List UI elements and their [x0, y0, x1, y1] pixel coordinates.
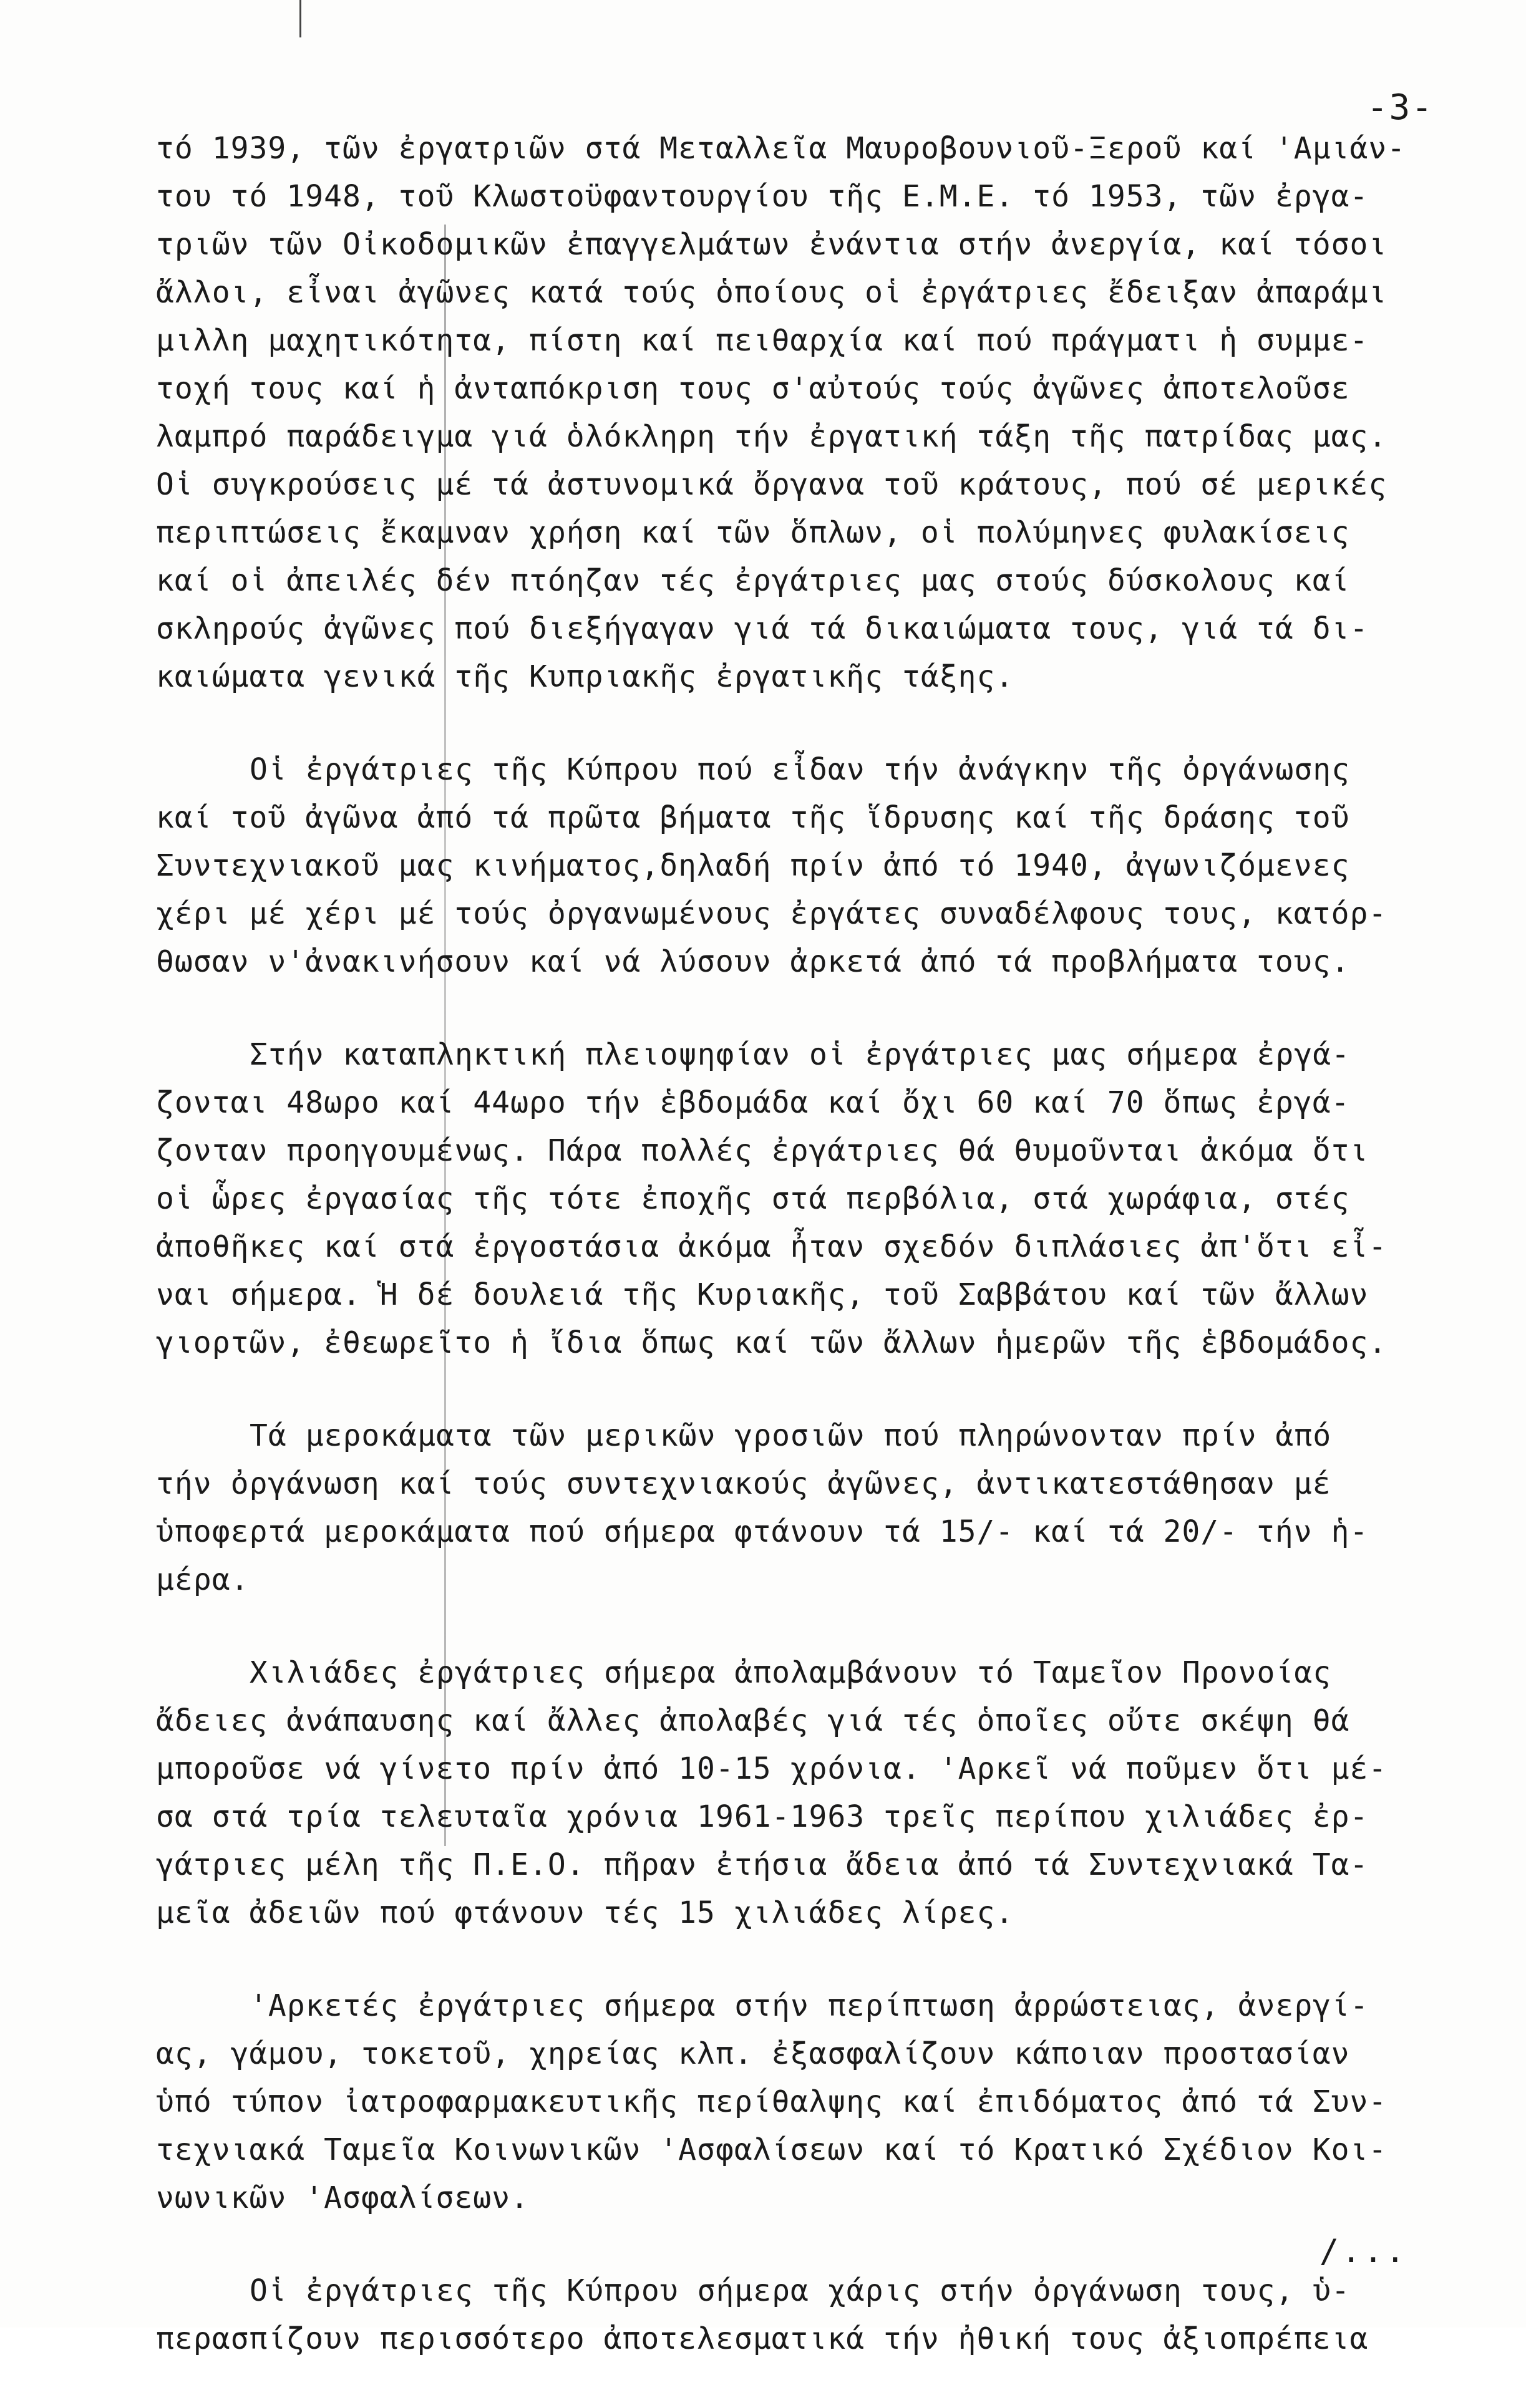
paragraph	[156, 1031, 1429, 1367]
text-line: γιορτῶν, ἐθεωρεῖτο ἡ ἴδια ὅπως καί τῶν ἄλλων ἡμερῶν τῆς ἑβδομάδος.	[156, 1325, 1387, 1360]
text-line: θωσαν ν'ἀνακινήσουν καί νά λύσουν ἀρκετά ἀπό τά προβλήματα τους.	[156, 944, 1350, 979]
text-line: Τά μεροκάματα τῶν μερικῶν γροσιῶν πού πληρώνονταν πρίν ἀπό	[250, 1418, 1332, 1453]
text-line: ναι σήμερα. Ἡ δέ δουλειά τῆς Κυριακῆς, τοῦ Σαββάτου καί τῶν ἄλλων	[156, 1277, 1369, 1312]
text-line: μιλλη μαχητικότητα, πίστη καί πειθαρχία καί πού πράγματι ἡ συμμε-	[156, 323, 1369, 358]
text-line: καί τοῦ ἀγῶνα ἀπό τά πρῶτα βήματα τῆς ἵδρυσης καί τῆς δράσης τοῦ	[156, 800, 1350, 835]
text-line: καί οἱ ἀπειλές δέν πτόηζαν τές ἐργάτριες μας στούς δύσκολους καί	[156, 563, 1350, 598]
text-line: Οἱ ἐργάτριες τῆς Κύπρου σήμερα χάρις στήν ὀργάνωση τους, ὑ-	[250, 2273, 1351, 2308]
text-line: ἄδειες ἀνάπαυσης καί ἄλλες ἀπολαβές γιά τές ὁποῖες οὔτε σκέψη θά	[156, 1703, 1350, 1738]
text-line: ζονται 48ωρο καί 44ωρο τήν ἑβδομάδα καί ὄχι 60 καί 70 ὅπως ἐργά-	[156, 1085, 1350, 1120]
text-line: ἄλλοι, εἶναι ἀγῶνες κατά τούς ὁποίους οἱ ἐργάτριες ἔδειξαν ἀπαράμι	[156, 275, 1387, 310]
text-line: χέρι μέ χέρι μέ τούς ὀργανωμένους ἐργάτες συναδέλφους τους, κατόρ-	[156, 896, 1387, 931]
text-line: περασπίζουν περισσότερο ἀποτελεσματικά τήν ἠθική τους ἀξιοπρέπεια	[156, 2321, 1369, 2356]
text-line: ας, γάμου, τοκετοῦ, χηρείας κλπ. ἐξασφαλίζουν κάποιαν προστασίαν	[156, 2036, 1350, 2071]
paragraph	[156, 746, 1429, 986]
paragraph	[156, 125, 1429, 701]
text-line: τριῶν τῶν Οἰκοδομικῶν ἐπαγγελμάτων ἐνάντια στήν ἀνεργία, καί τόσοι	[156, 227, 1387, 262]
text-line: ὑπό τύπον ἰατροφαρμακευτικῆς περίθαλψης καί ἐπιδόματος ἀπό τά Συν-	[156, 2084, 1387, 2119]
text-line: ἀποθῆκες καί στά ἐργοστάσια ἀκόμα ἦταν σχεδόν διπλάσιες ἀπ'ὅτι εἶ-	[156, 1229, 1387, 1264]
text-line: τό 1939, τῶν ἐργατριῶν στά Μεταλλεῖα Μαυροβουνιοῦ-Ξεροῦ καί 'Αμιάν-	[156, 131, 1406, 166]
text-line: τεχνιακά Ταμεῖα Κοινωνικῶν 'Ασφαλίσεων καί τό Κρατικό Σχέδιον Κοι-	[156, 2132, 1387, 2167]
text-line: σκληρούς ἀγῶνες πού διεξήγαγαν γιά τά δικαιώματα τους, γιά τά δι-	[156, 611, 1369, 646]
text-line: σα στά τρία τελευταῖα χρόνια 1961-1963 τρεῖς περίπου χιλιάδες ἐρ-	[156, 1799, 1369, 1834]
text-line: Οἱ ἐργάτριες τῆς Κύπρου πού εἶδαν τήν ἀνάγκην τῆς ὀργάνωσης	[250, 752, 1351, 787]
page-number: -3-	[1366, 87, 1434, 128]
paragraph	[156, 1982, 1429, 2222]
paragraph	[156, 1412, 1429, 1604]
text-line: ζονταν προηγουμένως. Πάρα πολλές ἐργάτριες θά θυμοῦνται ἀκόμα ὅτι	[156, 1133, 1369, 1168]
text-line: λαμπρό παράδειγμα γιά ὁλόκληρη τήν ἐργατική τάξη τῆς πατρίδας μας.	[156, 419, 1387, 454]
paragraph	[156, 1649, 1429, 1937]
body-text	[156, 125, 1429, 2408]
text-line: Συντεχνιακοῦ μας κινήματος,δηλαδή πρίν ἀπό τό 1940, ἀγωνιζόμενες	[156, 848, 1350, 883]
text-line: ὑποφερτά μεροκάματα πού σήμερα φτάνουν τά 15/- καί τά 20/- τήν ἡ-	[156, 1514, 1369, 1549]
continuation-mark: /...	[1319, 2233, 1407, 2270]
text-line: περιπτώσεις ἔκαμναν χρήση καί τῶν ὅπλων, οἱ πολύμηνες φυλακίσεις	[156, 515, 1350, 550]
text-line: οἱ ὧρες ἐργασίας τῆς τότε ἐποχῆς στά περβόλια, στά χωράφια, στές	[156, 1181, 1350, 1216]
text-line: τοχή τους καί ἡ ἀνταπόκριση τους σ'αὐτούς τούς ἀγῶνες ἀποτελοῦσε	[156, 371, 1350, 406]
scan-artifact-line	[299, 0, 301, 37]
text-line: Στήν καταπληκτική πλειοψηφίαν οἱ ἐργάτριες μας σήμερα ἐργά-	[250, 1037, 1351, 1072]
text-line: του τό 1948, τοῦ Κλωστοϋφαντουργίου τῆς Ε.Μ.Ε. τό 1953, τῶν ἐργα-	[156, 179, 1369, 214]
text-line: καιώματα γενικά τῆς Κυπριακῆς ἐργατικῆς τάξης.	[156, 659, 1014, 694]
text-line: μποροῦσε νά γίνετο πρίν ἀπό 10-15 χρόνια. 'Αρκεῖ νά ποῦμεν ὅτι μέ-	[156, 1751, 1387, 1786]
text-line: νωνικῶν 'Ασφαλίσεων.	[156, 2180, 529, 2215]
paragraph	[156, 2267, 1429, 2363]
text-line: τήν ὀργάνωση καί τούς συντεχνιακούς ἀγῶνες, ἀντικατεστάθησαν μέ	[156, 1466, 1331, 1501]
text-line: μεῖα ἀδειῶν πού φτάνουν τές 15 χιλιάδες λίρες.	[156, 1895, 1014, 1930]
text-line: μέρα.	[156, 1562, 250, 1597]
text-line: γάτριες μέλη τῆς Π.Ε.Ο. πῆραν ἐτήσια ἄδεια ἀπό τά Συντεχνιακά Τα-	[156, 1847, 1369, 1882]
text-line: 'Αρκετές ἐργάτριες σήμερα στήν περίπτωση ἀρρώστειας, ἀνεργί-	[250, 1988, 1369, 2023]
text-line: Χιλιάδες ἐργάτριες σήμερα ἀπολαμβάνουν τό Ταμεῖον Προνοίας	[250, 1655, 1332, 1690]
text-line: Οἱ συγκρούσεις μέ τά ἀστυνομικά ὄργανα τοῦ κράτους, πού σέ μερικές	[156, 467, 1387, 502]
